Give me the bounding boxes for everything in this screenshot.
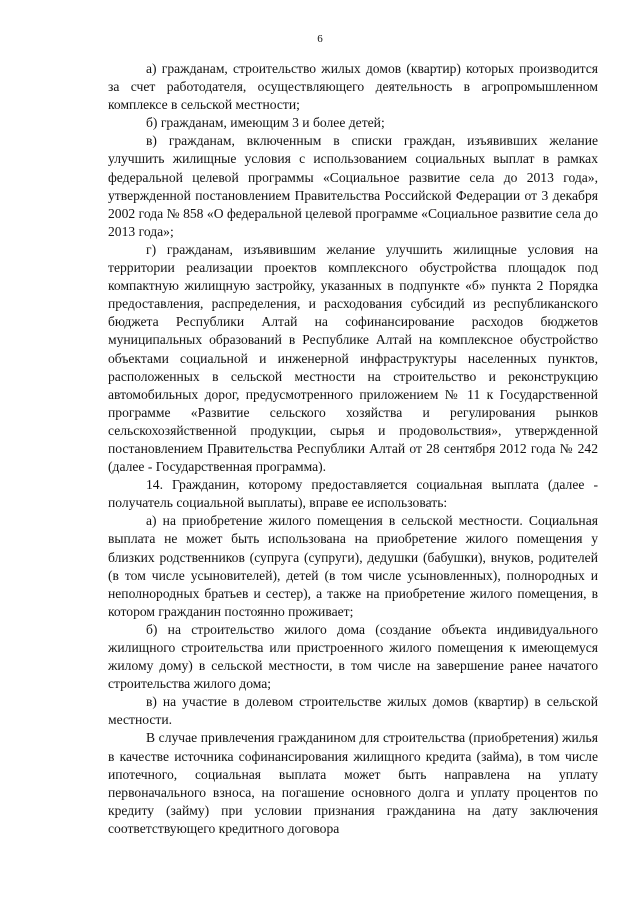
paragraph-d-complex-development: г) гражданам, изъявившим желание улучшить жилищные условия на территории реализации проектов комплексного обустройства площадок под компактную жилищную застройку, указанных в подпункте «б» пункта 2 Порядка предоставления, распределения, и расходования субсидий из республиканского бюджета Республики Алтай на софинансирование расходов бюджетов муниципальных образований в Республике Алтай на комплексное обустройство объектами социальной и инженерной инфраструктуры населенных пунктов, расположенных в сельской местности на строительство и реконструкцию автомобильных дорог, предусмотренного приложением № 11 к Государственной программе «Развитие сельского хозяйства и регулирования рынков сельскохозяйственной продукции, сырья и продовольствия», утвержденной постановлением Правительства Республики Алтай от 28 сентября 2012 года № 242 (далее - Государственная программа). (108, 241, 598, 475)
paragraph-14b-construction: б) на строительство жилого дома (создание объекта индивидуального жилищного строительства или пристроенного жилого помещения к имеющемуся жилому дому) в сельской местности, в том числе на завершение ранее начатого строительства жилого дома; (108, 621, 598, 692)
document-body (108, 60, 598, 838)
page-number: 6 (317, 33, 323, 45)
paragraph-14c-shared-construction: в) на участие в долевом строительстве жилых домов (квартир) в сельской местности. (108, 694, 598, 728)
paragraph-14-usage-rights: 14. Гражданин, которому предоставляется социальная выплата (далее - получатель социальной выплаты), вправе ее использовать: (108, 477, 598, 511)
paragraph-mortgage-case: В случае привлечения гражданином для строительства (приобретения) жилья в качестве источника софинансирования жилищного кредита (займа), в том числе ипотечного, социальная выплата может быть направлена на уплату первоначального взноса, на погашение основного долга и уплату процентов по кредиту (займу) при условии признания гражданина на дату заключения соответствующего кредитного договора (108, 730, 598, 836)
paragraph-14a-purchase: а) на приобретение жилого помещения в сельской местности. Социальная выплата не может быть использована на приобретение жилого помещения у близких родственников (супруга (супруги), дедушки (бабушки), внуков, родителей (в том числе усыновителей), детей (в том числе усыновленных), полнородных и неполнородных братьев и сестер), а также на приобретение жилого помещения, в котором гражданин постоянно проживает; (108, 513, 598, 619)
paragraph-c-federal-program-list: в) гражданам, включенным в списки граждан, изъявивших желание улучшить жилищные условия с использованием социальных выплат в рамках федеральной целевой программы «Социальное развитие села до 2013 года», утвержденной постановлением Правительства Российской Федерации от 3 декабря 2002 года № 858 «О федеральной целевой программе «Социальное развитие села до 2013 года»; (108, 133, 598, 239)
paragraph-b-large-families: б) гражданам, имеющим 3 и более детей; (146, 115, 385, 131)
paragraph-a-employer-housing: а) гражданам, строительство жилых домов (квартир) которых производится за счет работодателя, осуществляющего деятельность в агропромышленном комплексе в сельской местности; (108, 61, 598, 113)
